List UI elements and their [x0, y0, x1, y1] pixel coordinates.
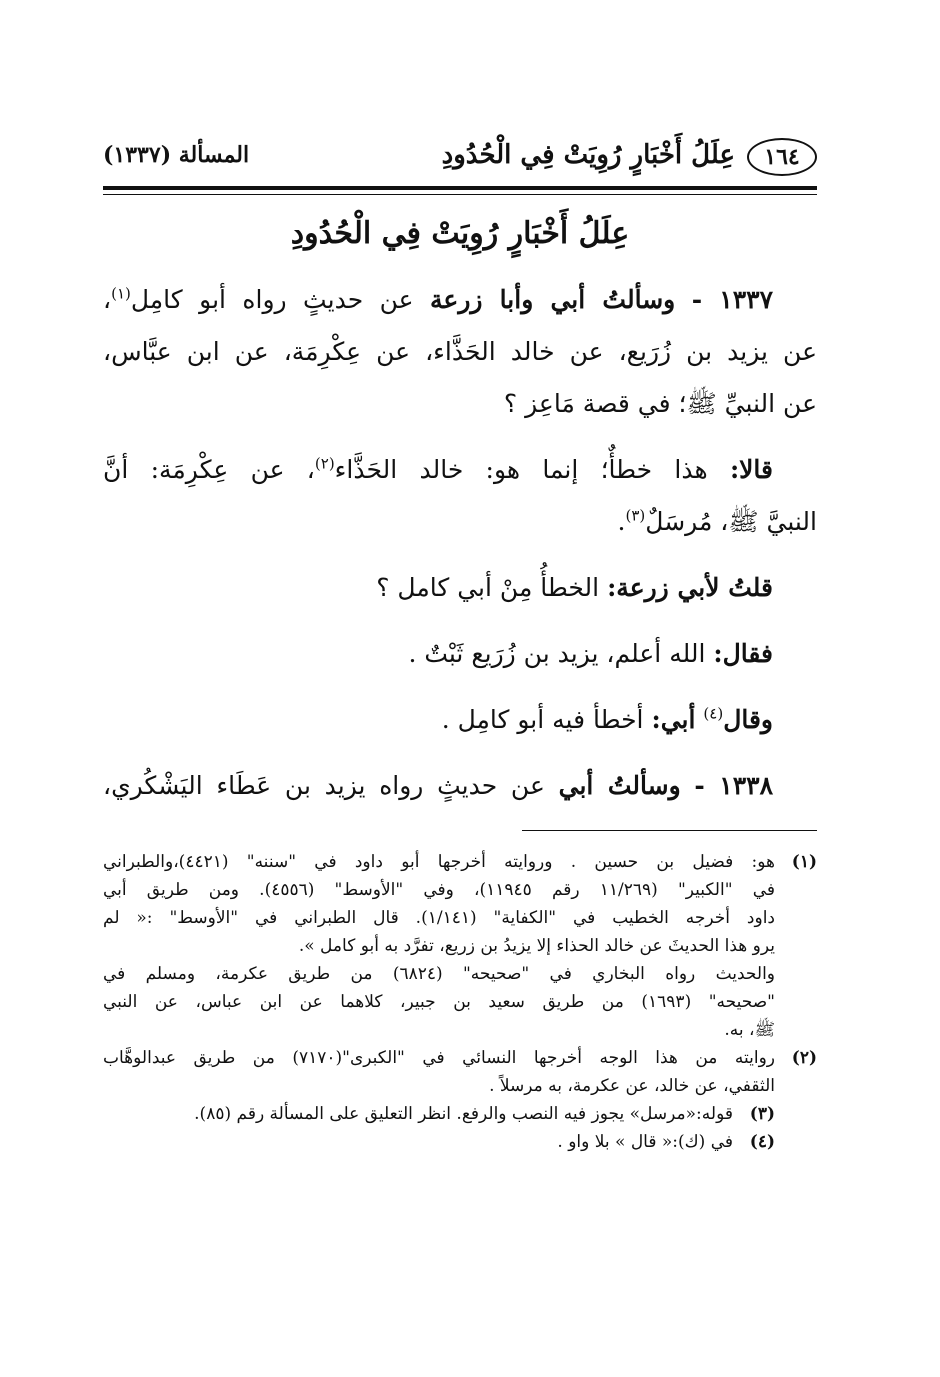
faqala-text: الله أعلم، يزيد بن زُرَيع ثَبْتٌ .	[408, 639, 706, 668]
q1337-number: ١٣٣٧ -	[691, 285, 773, 314]
footnote-number: (٤)	[749, 1132, 775, 1152]
footnote-4	[103, 1128, 817, 1156]
qala-text-b: ، عن عِكْرِمَة: أنَّ	[103, 455, 315, 484]
faqala-label: فقال:	[713, 639, 773, 668]
qultu-label: قلتُ لأبي زرعة:	[607, 573, 773, 602]
page-number: ١٦٤	[747, 138, 817, 176]
q1338-lead: وسألتُ أبي	[558, 771, 681, 800]
footnote-line: قوله:«مرسل» يجوز فيه النصب والرفع. انظر التعليق على المسألة رقم (٨٥).	[194, 1104, 733, 1124]
footnotes	[103, 848, 817, 1156]
qala-line-2	[103, 496, 817, 548]
footnote-line: في (ك):« قال » بلا واو .	[557, 1132, 733, 1152]
page-header	[103, 138, 817, 180]
footnote-line: "صحيحه" (١٦٩٣) من طريق سعيد بن جبير، كلاهما عن ابن عباس، عن النبي	[103, 992, 775, 1012]
qultu-text: الخطأُ مِنْ أبي كامل ؟	[376, 573, 600, 602]
header-rule-thin	[103, 194, 817, 195]
waqala-text: أخطأ فيه أبو كامِل .	[441, 705, 644, 734]
footnote-ref-4: (٤)	[703, 704, 724, 723]
q1337-line-2: عن يزيد بن زُرَيع، عن خالد الحَذَّاء، عن عِكْرِمَة، عن ابن عبَّاس،	[103, 337, 817, 366]
section-title: عِلَلُ أَخْبَارٍ رُوِيَتْ فِي الْحُدُودِ	[290, 216, 630, 251]
footnote-line: هو: فضيل بن حسين . وروايته أخرجها أبو داود في "سننه" (٤٤٢١)،والطبراني	[103, 852, 775, 872]
footnote-number: (٢)	[791, 1048, 817, 1068]
footnote-3	[103, 1100, 817, 1128]
qala-period: .	[617, 507, 626, 536]
qala-text-c: النبيَّ ﷺ، مُرسَلٌ	[645, 507, 817, 536]
footnote-line: داود أخرجه الخطيب في "الكفاية" (١/١٤١). قال الطبراني في "الأوسط" :« لم	[103, 908, 775, 928]
footnote-line: ﷺ، به.	[724, 1020, 775, 1040]
footnote-separator	[522, 830, 817, 831]
waqala-label: وقال	[723, 705, 773, 734]
waqala-line	[103, 694, 817, 746]
footnote-1	[103, 848, 817, 1044]
footnote-ref-1: (١)	[111, 284, 131, 303]
footnote-line: في "الكبير" (١١/٢٦٩ رقم ١١٩٤٥)، وفي "الأوسط" (٤٥٥٦). ومن طريق أبي	[103, 880, 775, 900]
q1337-lead: وسألتُ أبي وأبا زرعة	[430, 285, 676, 314]
qala-text-a: هذا خطأٌ؛ إنما هو: خالد الحَذَّاء	[334, 455, 708, 484]
footnote-number: (١)	[791, 852, 817, 872]
footnote-line: روايته من هذا الوجه أخرجها النسائي في "الكبرى"(٧١٧٠) من طريق عبدالوهَّاب	[103, 1048, 775, 1068]
q1338-text: عن حديثٍ رواه يزيد بن عَطَاء اليَشْكُري،	[103, 771, 545, 800]
q1337-line-3: عن النبيِّ ﷺ؛ في قصة مَاعِز ؟	[503, 389, 817, 418]
footnote-ref-3: (٣)	[625, 506, 646, 525]
q1338-line	[103, 760, 817, 812]
issue-label: المسألة (١٣٣٧)	[103, 142, 250, 168]
qala-label: قالا:	[729, 455, 773, 484]
q1337-line-1	[103, 274, 817, 326]
qala-line-1	[103, 444, 817, 496]
footnote-line: يرو هذا الحديثَ عن خالد الحذاء إلا يزيدُ بن زريع، تفرَّد به أبو كامل ».	[298, 936, 775, 956]
running-title: عِلَلُ أَخْبَارٍ رُوِيَتْ فِي الْحُدُودِ	[441, 140, 735, 170]
waqala-label-2: أبي:	[651, 705, 696, 734]
footnote-number: (٣)	[749, 1104, 775, 1124]
footnote-line: الثقفي، عن خالد، عن عكرمة، به مرسلاً .	[489, 1076, 775, 1096]
qultu-line	[103, 562, 817, 614]
q1337-comma: ،	[103, 285, 112, 314]
main-text	[103, 274, 817, 812]
header-rule-thick	[103, 186, 817, 190]
footnote-ref-2: (٢)	[314, 454, 335, 473]
faqala-line	[103, 628, 817, 680]
q1338-number: ١٣٣٨ -	[694, 771, 773, 800]
footnote-2	[103, 1044, 817, 1100]
q1337-text: عن حديثٍ رواه أبو كامِل	[130, 285, 414, 314]
footnote-line: والحديث رواه البخاري في "صحيحه" (٦٨٢٤) من طريق عكرمة، ومسلم في	[103, 964, 775, 984]
